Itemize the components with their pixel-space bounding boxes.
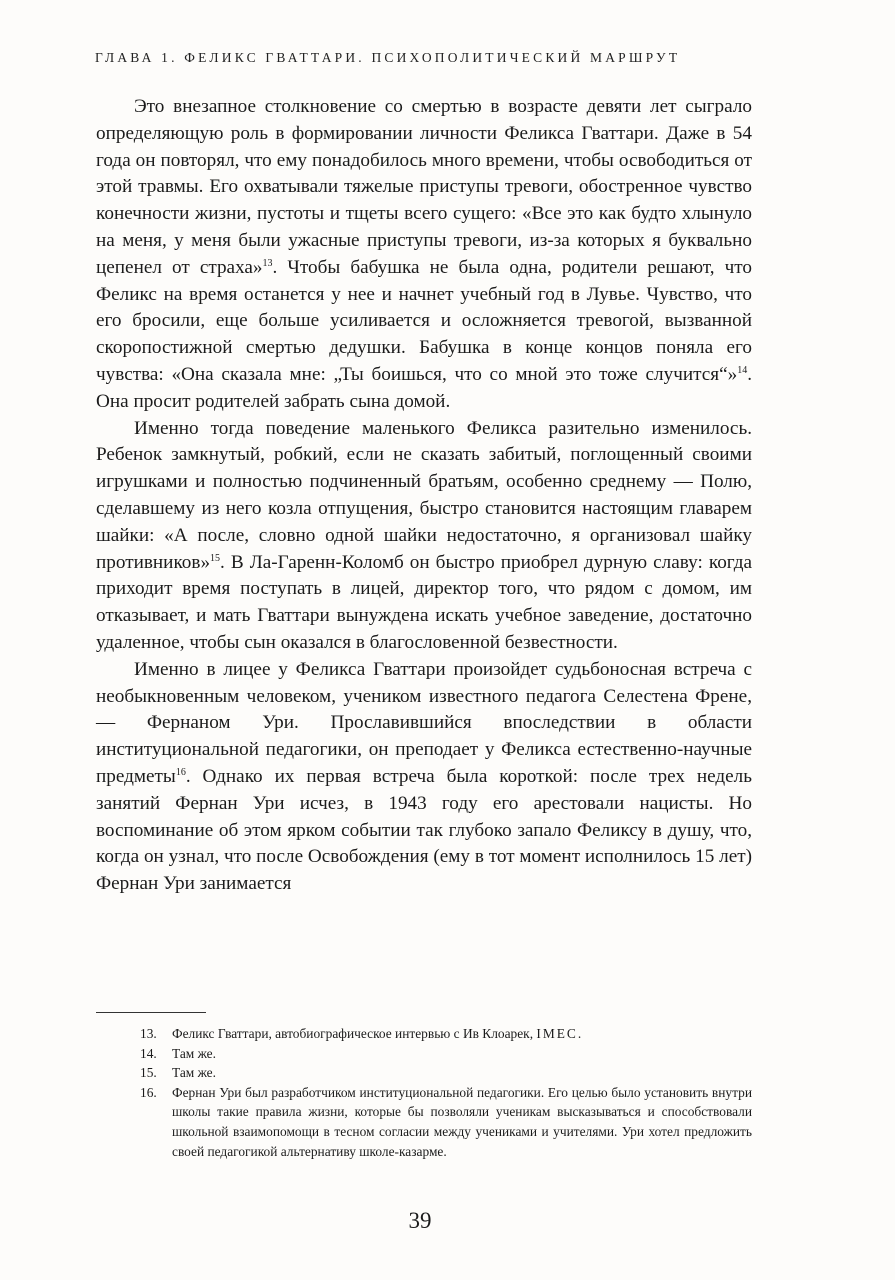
footnotes [140, 1024, 752, 1161]
footnote-13: 13. Феликс Гваттари, автобиографическое интервью с Ив Клоарек, IMEC. [140, 1026, 582, 1041]
main-text [96, 94, 752, 898]
paragraph-2: Именно тогда поведение маленького Феликса разительно изменилось. Ребенок замкнутый, робкий, если не сказать забитый, поглощенный своими игрушками и полностью подчиненный братьям, особенно среднему — Полю, сделавшему из него козла отпущения, быстро становится настоящим главарем шайки: «А после, словно одной шайки недостаточно, я организовал шайку противников»$^{15}$. В Ла-Гаренн-Коломб он быстро приобрел дурную славу: когда приходит время поступать в лицей, директор того, что рядом с домом, им отказывает, и мать Гваттари вынуждена искать учебное заведение, достаточно удаленное, чтобы сын оказался в благословенной безвестности. [96, 417, 752, 653]
footnote-ref-15[interactable]: 15 [210, 552, 221, 564]
footnote-16: 16. Фернан Ури был разработчиком институциональной педагогики. Его целью было установить внутри школы такие правила жизни, которые бы позволяли ученикам высказываться и способствовали школьной взаимопомощи в тесном согласии между учениками и учителями. Ури хотел предложить своей педагогикой альтернативу школе-казарме. [140, 1084, 752, 1159]
paragraph-1: Это внезапное столкновение со смертью в возрасте девяти лет сыграло определяющую роль в формировании личности Феликса Гваттари. Даже в 54 года он повторял, что ему понадобилось много времени, чтобы освободиться от этой травмы. Его охватывали тяжелые приступы тревоги, обостренное чувство конечности жизни, пустоты и тщеты всего сущего: «Все это как будто хлынуло на меня, у меня были ужасные приступы тревоги, из-за которых я буквально цепенел от страха»$^{13}$. Чтобы бабушка не была одна, родители решают, что Феликс на время останется у нее и начнет учебный год в Лувье. Чувство, что его бросили, еще больше усиливается и осложняется тревогой, вызванной скоропостижной смертью дедушки. Бабушка в конце концов поняла его чувства: «Она сказала мне: „Ты боишься, что со мной это тоже случится“»$^{14}$. Она просит родителей забрать сына домой. [96, 96, 752, 412]
footnote-ref-14[interactable]: 14 [737, 364, 748, 376]
paragraph-3: Именно в лицее у Феликса Гваттари произойдет судьбоносная встреча с необыкновенным человеком, учеником известного педагога Селестена Френе, — Фернаном Ури. Прославившийся впоследствии в области институциональной педагогики, он преподает у Феликса естественно-научные предметы$^{16}$. Однако их первая встреча была короткой: после трех недель занятий Фернан Ури исчез, в 1943 году его арестовали нацисты. Но воспоминание об этом ярком событии так глубоко запало Феликсу в душу, что, когда он узнал, что после Освобождения (ему в тот момент исполнилось 15 лет) Фернан Ури занимается [96, 658, 752, 895]
footnote-ref-16[interactable]: 16 [175, 766, 186, 778]
running-head: ГЛАВА 1. ФЕЛИКС ГВАТТАРИ. ПСИХОПОЛИТИЧЕСКИЙ МАРШРУТ [95, 50, 681, 65]
footnote-ref-13[interactable]: 13 [262, 257, 273, 269]
footnote-divider [96, 1012, 206, 1013]
footnote-15: 15. Там же. [140, 1065, 216, 1081]
footnote-14: 14. Там же. [140, 1045, 216, 1061]
page-number: 39 [408, 1208, 432, 1233]
